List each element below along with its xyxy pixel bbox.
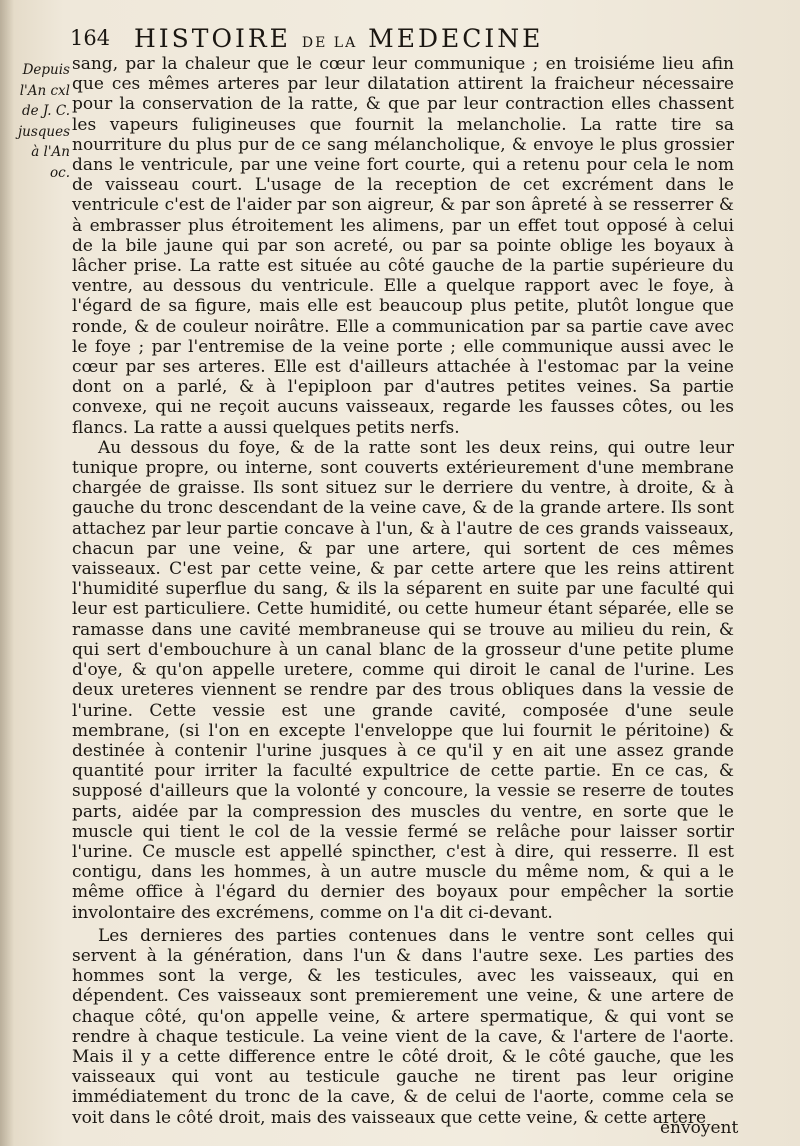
running-title-part3: MEDECINE <box>368 24 544 53</box>
running-header <box>66 20 756 52</box>
margin-note-line: oc. <box>50 164 70 181</box>
margin-note-line: de J. C. <box>21 103 70 119</box>
margin-note-line: à l'An <box>31 144 70 160</box>
running-title-part1: HISTOIRE <box>134 24 291 53</box>
running-title-part2: DE LA <box>301 35 358 51</box>
margin-note-line: l'An cxl <box>19 82 70 99</box>
paragraph-generation: Les dernieres des parties contenues dans le ventre sont celles qui servent à la génération, dans l'un & dans l'autre sexe. Les parties des hommes sont la verge, & les testicules, avec les vaisseaux, qui en dépendent. Ces vaisseaux sont premierement une veine, & une artere de chaque côté, qu'on appelle veine, & artere spermatique, & qui vont se rendre à chaque testicule. La veine vient de la cave, & l'artere de l'aorte. Mais il y a cette difference entre le côté droit, & le côté gauche, que les vaisseaux qui vont au testicule gauche ne tirent pas leur origine immédiatement du tronc de la cave, & de celui de l'aorte, comme cela se voit dans le côté droit, mais des vaisseaux que cette veine, & cette artere <box>72 925 734 1128</box>
margin-note-line: jusques <box>17 123 70 140</box>
running-title <box>134 24 543 53</box>
page-number: 164 <box>70 26 111 50</box>
paragraph-reins: Au dessous du foye, & de la ratte sont les deux reins, qui outre leur tunique propre, ou interne, sont couverts extérieurement d'une membrane chargée de graisse. Ils sont situez sur le derriere du ventre, à droite, & à gauche du tronc descendant de la veine cave, & de la grande artere. Ils sont attachez par leur partie concave à l'un, & à l'autre de ces grands vaisseaux, chacun par une veine, & par une artere, qui sortent de ces mêmes vaisseaux. C'est par cette veine, & par cette artere que les reins attirent l'humidité superflue du sang, & ils la séparent en suite par une faculté qui leur est particuliere. Cette humidité, ou cette humeur étant séparée, elle se ramasse dans une cavité membraneuse qui se trouve au milieu du rein, & qui sert d'embouchure à un canal blanc de la grosseur d'une petite plume d'oye, & qu'on appelle uretere, comme qui diroit le canal de l'urine. Les deux ureteres viennent se rendre par des trous obliques dans la vessie de l'urine. Cette vessie est une grande cavité, composée d'une seule membrane, (si l'on en excepte l'enveloppe que lui fournit le péritoine) & destinée à contenir l'urine jusques à ce qu'il y en ait une assez grande quantité pour irriter la faculté expultrice de cette partie. En ce cas, & supposé d'ailleurs que la volonté y concoure, la vessie se reserre de toutes parts, aidée par la compression des muscles du ventre, en sorte que le muscle qui tient le col de la vessie fermé se relâche pour laisser sortir l'urine. Ce muscle est appellé spincther, c'est à dire, qui resserre. Il est contigu, dans les hommes, à un autre muscle du même nom, & qui a le même office à l'égard du dernier des boyaux pour empêcher la sortie involontaire des excrémens, comme on l'a dit ci-devant. <box>72 437 734 923</box>
margin-date-note <box>4 60 70 183</box>
margin-note-line: Depuis <box>22 62 70 78</box>
catchword: envoyent <box>660 1118 739 1138</box>
body-text <box>72 54 734 1128</box>
paragraph-ratte: sang, par la chaleur que le cœur leur communique ; en troisiéme lieu afin que ces mêmes arteres par leur dilatation attirent la fraicheur nécessaire pour la conservation de la ratte, & que par leur contraction elles chassent les vapeurs fuligineuses que fournit la melancholie. La ratte tire sa nourriture du plus pur de ce sang mélancholique, & envoye le plus grossier dans le ventricule, par une veine fort courte, qui a retenu pour cela le nom de vaisseau court. L'usage de la reception de cet excrément dans le ventricule c'est de l'aider par son aigreur, & par son âpreté à se resserrer & à embrasser plus étroitement les alimens, par un effet tout opposé à celui de la bile jaune qui par son acreté, ou par sa pointe oblige les boyaux à lâcher prise. La ratte est située au côté gauche de la partie supérieure du ventre, au dessous du ventricule. Elle a quelque rapport avec le foye, à l'égard de sa figure, mais elle est beaucoup plus petite, plutôt longue que ronde, & de couleur noirâtre. Elle a communication par sa partie cave avec le foye ; par l'entremise de la veine porte ; elle communique aussi avec le cœur par ses arteres. Elle est d'ailleurs attachée à l'estomac par la veine dont on a parlé, & à l'epiploon par d'autres petites veines. Sa partie convexe, qui ne reçoit aucuns vaisseaux, regarde les fausses côtes, ou les flancs. La ratte a aussi quelques petits nerfs. <box>72 54 734 438</box>
